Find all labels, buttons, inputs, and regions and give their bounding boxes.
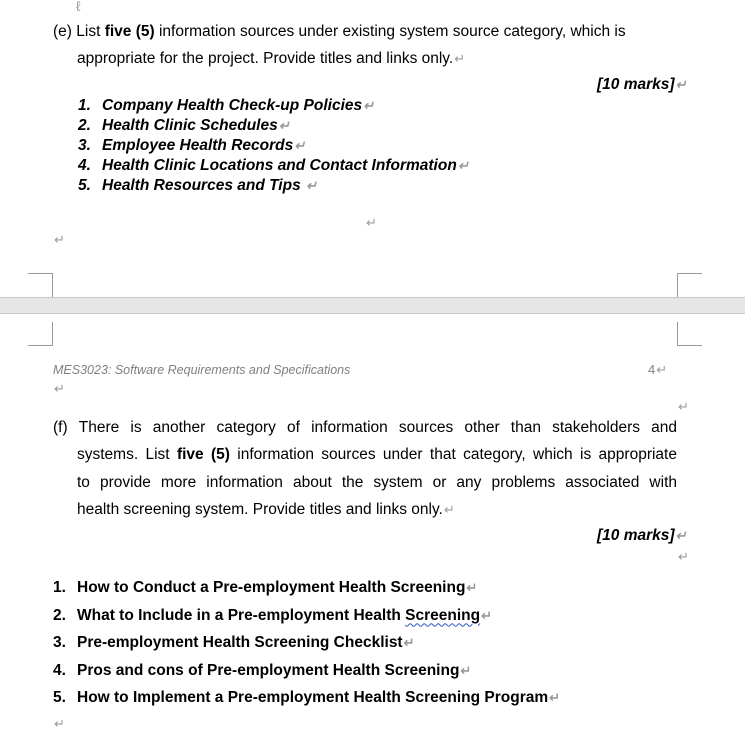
crop-mark bbox=[677, 322, 702, 346]
list-item: 3. Employee Health Records↵ bbox=[78, 137, 306, 154]
spellcheck-underline: Screening bbox=[405, 606, 481, 624]
list-item: 1. Company Health Check-up Policies↵ bbox=[78, 97, 375, 114]
list-item: 1. How to Conduct a Pre-employment Health Screening↵ bbox=[53, 579, 478, 596]
page-header-course: MES3023: Software Requirements and Specifications bbox=[53, 363, 351, 377]
section-f-line2: systems. List five (5) information sources under that category, which is appropriate bbox=[77, 446, 677, 463]
paragraph-mark: ↵ bbox=[678, 549, 689, 564]
section-e-question-line2: appropriate for the project. Provide titles and links only.↵ bbox=[77, 50, 466, 67]
paragraph-mark: ↵ bbox=[54, 232, 65, 247]
cursor-mark: ℓ bbox=[76, 0, 81, 14]
section-e-list bbox=[78, 96, 469, 196]
list-item: 4. Pros and cons of Pre-employment Health Screening↵ bbox=[53, 661, 472, 679]
section-f-line3: to provide more information about the system or any problems associated with bbox=[77, 474, 677, 491]
paragraph-mark: ↵ bbox=[54, 381, 65, 396]
list-item: 2. What to Include in a Pre-employment Health Screening↵ bbox=[53, 606, 492, 624]
list-item: 4. Health Clinic Locations and Contact Information↵ bbox=[78, 157, 469, 174]
crop-mark bbox=[28, 273, 53, 297]
section-e-question bbox=[53, 18, 677, 45]
paragraph-mark: ↵ bbox=[366, 215, 377, 230]
section-e-text-before: List bbox=[76, 23, 105, 40]
section-f-list bbox=[53, 574, 560, 712]
list-item: 5. Health Resources and Tips ↵ bbox=[78, 177, 317, 194]
paragraph-mark: ↵ bbox=[678, 399, 689, 414]
paragraph-mark: ↵ bbox=[54, 716, 65, 731]
section-e-text-after: information sources under existing system source category, which is bbox=[154, 23, 626, 40]
list-item: 3. Pre-employment Health Screening Checklist↵ bbox=[53, 634, 415, 651]
section-e-marks: [10 marks]↵ bbox=[597, 76, 687, 93]
crop-mark bbox=[677, 273, 702, 297]
section-f-marks: [10 marks]↵ bbox=[597, 527, 687, 544]
crop-mark bbox=[28, 322, 53, 346]
section-e-label: (e) bbox=[53, 23, 72, 40]
list-item: 5. How to Implement a Pre-employment Health Screening Program↵ bbox=[53, 689, 561, 706]
page-break-gap bbox=[0, 297, 745, 314]
page-number: 4↵ bbox=[648, 362, 668, 377]
section-f-line1: (f) There is another category of information sources other than stakeholders and bbox=[53, 419, 677, 436]
list-item: 2. Health Clinic Schedules↵ bbox=[78, 117, 290, 134]
section-f-line4: health screening system. Provide titles and links only.↵ bbox=[77, 501, 455, 518]
section-e-bold: five (5) bbox=[104, 23, 155, 40]
